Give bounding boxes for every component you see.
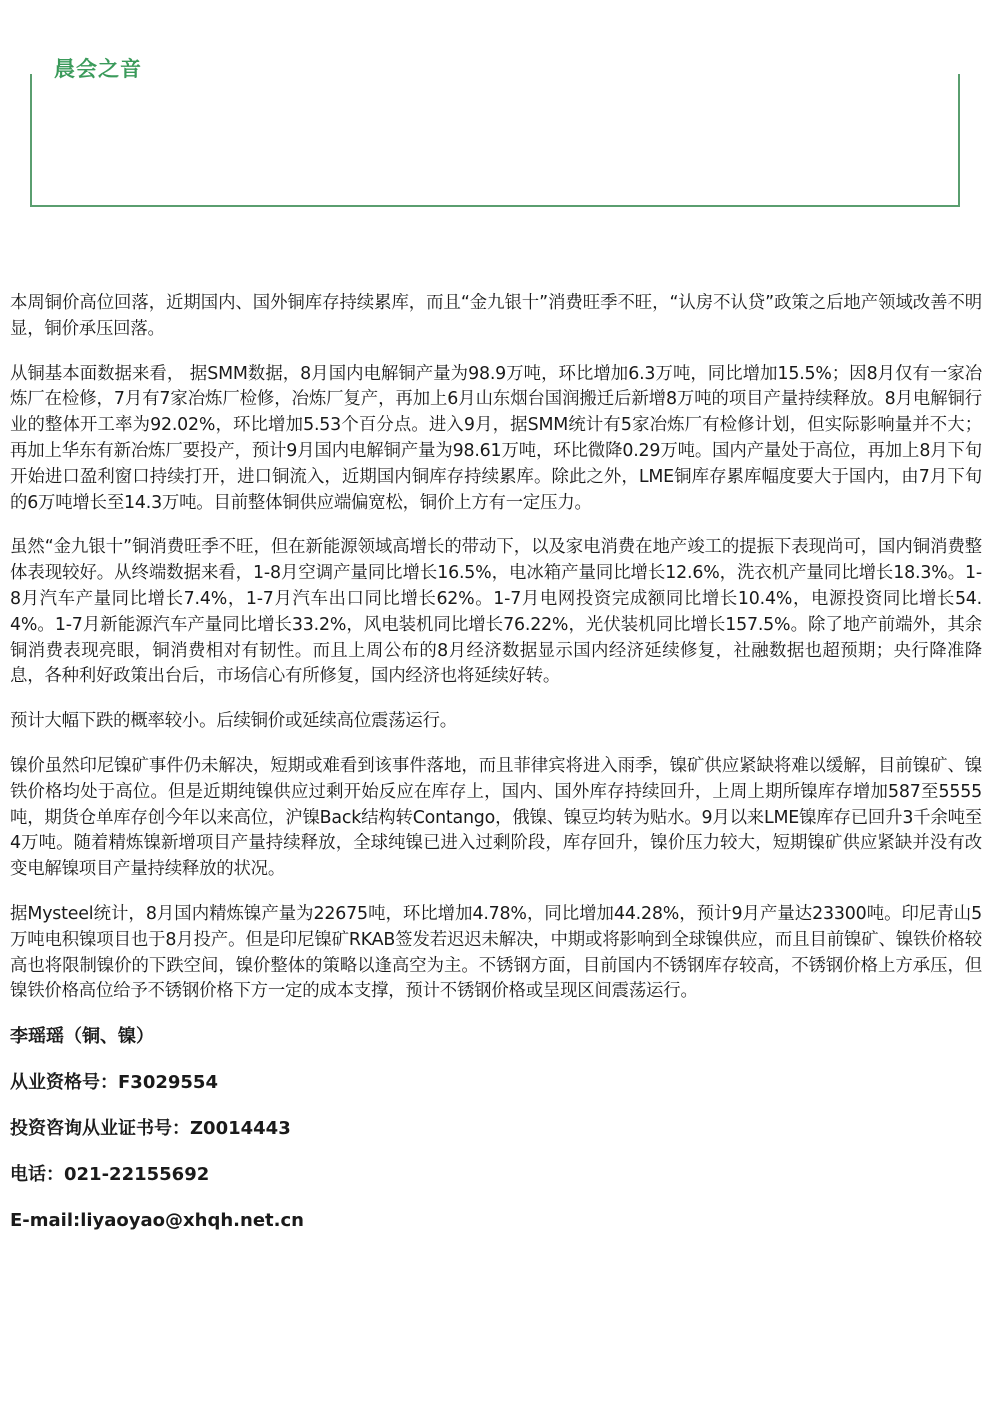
paragraph-copy-summary: 本周铜价高位回落，近期国内、国外铜库存持续累库，而且“金九银十”消费旺季不旺，“认房不认贷”政策之后地产领域改善不明显，铜价承压回落。	[10, 293, 982, 339]
paragraph-nickel-market: 镍价虽然印尼镍矿事件仍未解决，短期或难看到该事件落地，而且菲律宾将进入雨季，镍矿供应紧缺将难以缓解，目前镍矿、镍铁价格均处于高位。但是近期纯镍供应过剩开始反应在库存上，国内、国外库存持续回升，上周上期所镍库存增加587至5555吨，期货仓单库存创今年以来高位，沪镍Back结构转Contango，俄镍、镍豆均转为贴水。9月以来LME镍库存已回升3千余吨至4万吨。随着精炼镍新增项目产量持续释放，全球纯镍已进入过剩阶段，库存回升，镍价压力较大，短期镍矿供应紧缺并没有改变电解镍项目产量持续释放的状况。	[10, 755, 982, 880]
phone-number: 电话：021-22155692	[10, 1164, 210, 1186]
paragraph-copy-outlook: 预计大幅下跌的概率较小。后续铜价或延续高位震荡运行。	[10, 711, 457, 732]
article-body	[10, 291, 982, 1254]
paragraph-copy-supply: 从铜基本面数据来看， 据SMM数据，8月国内电解铜产量为98.9万吨，环比增加6.3万吨，同比增加15.5%；因8月仅有一家冶炼厂在检修，7月有7家冶炼厂检修，冶炼厂复产，再加上6月山东烟台国润搬迁后新增8万吨的项目产量持续释放。8月电解铜行业的整体开工率为92.02%，环比增加5.53个百分点。进入9月，据SMM统计有5家冶炼厂有检修计划，但实际影响量并不大；再加上华东有新冶炼厂要投产，预计9月国内电解铜产量为98.61万吨，环比微降0.29万吨。国内产量处于高位，再加上8月下旬开始进口盈利窗口持续打开，进口铜流入，近期国内铜库存持续累库。除此之外，LME铜库存累库幅度要大于国内，由7月下旬的6万吨增长至14.3万吨。目前整体铜供应端偏宽松，铜价上方有一定压力。	[10, 363, 982, 513]
author-name: 李瑶瑶（铜、镍）	[10, 1026, 154, 1048]
paragraph-copy-demand: 虽然“金九银十”铜消费旺季不旺，但在新能源领域高增长的带动下，以及家电消费在地产竣工的提振下表现尚可，国内铜消费整体表现较好。从终端数据来看，1-8月空调产量同比增长16.5%，电冰箱产量同比增长12.6%，洗衣机产量同比增长18.3%。1-8月汽车产量同比增长7.4%，1-7月汽车出口同比增长62%。1-7月电网投资完成额同比增长10.4%，电源投资同比增长54.4%。1-7月新能源汽车产量同比增长33.2%，风电装机同比增长76.22%，光伏装机同比增长157.5%。除了地产前端外，其余铜消费表现亮眼，铜消费相对有韧性。而且上周公布的8月经济数据显示国内经济延续修复，社融数据也超预期；央行降准降息，各种利好政策出台后，市场信心有所修复，国内经济也将延续好转。	[10, 537, 982, 687]
email-address: E-mail:liyaoyao@xhqh.net.cn	[10, 1210, 304, 1232]
section-title: 晨会之音	[54, 57, 142, 81]
certificate-number: 投资咨询从业证书号：Z0014443	[10, 1118, 291, 1140]
header-frame	[30, 74, 960, 207]
qualification-number: 从业资格号：F3029554	[10, 1072, 218, 1094]
author-signature	[10, 1024, 982, 1254]
paragraph-nickel-supply: 据Mysteel统计，8月国内精炼镍产量为22675吨，环比增加4.78%，同比增加44.28%，预计9月产量达23300吨。印尼青山5万吨电积镍项目也于8月投产。但是印尼镍矿RKAB签发若迟迟未解决，中期或将影响到全球镍供应，而且目前镍矿、镍铁价格较高也将限制镍价的下跌空间，镍价整体的策略以逢高空为主。不锈钢方面，目前国内不锈钢库存较高，不锈钢价格上方承压，但镍铁价格高位给予不锈钢价格下方一定的成本支撑，预计不锈钢价格或呈现区间震荡运行。	[10, 903, 982, 1002]
